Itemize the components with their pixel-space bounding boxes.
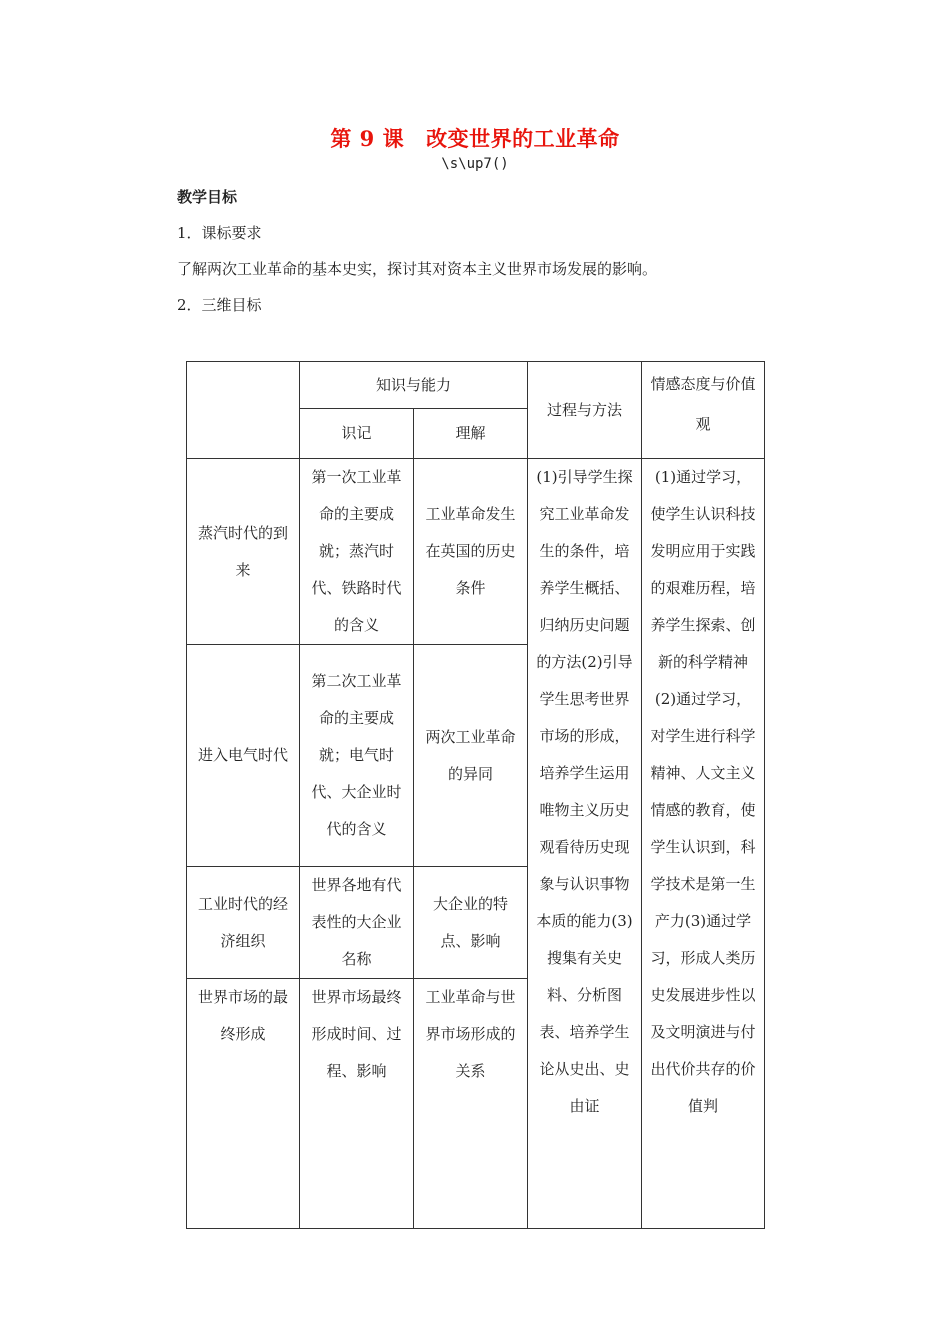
row2-understand: 两次工业革命的异同 <box>414 645 528 867</box>
row3-topic: 工业时代的经济组织 <box>187 867 300 979</box>
header-recall: 识记 <box>300 409 414 459</box>
process-cell: (1)引导学生探究工业革命发生的条件，培养学生概括、归纳历史问题的方法(2)引导学生思考世界市场的形成，培养学生运用唯物主义历史观看待历史现象与认识事物本质的能力(3)搜集有关史料、分析图表、培养学生论从史出、史由证 <box>528 459 642 1229</box>
row2-recall: 第二次工业革命的主要成就；电气时代、大企业时代的含义 <box>300 645 414 867</box>
row4-topic: 世界市场的最终形成 <box>187 979 300 1229</box>
objectives-table <box>186 361 765 1229</box>
field-code: \s\up7() <box>441 156 509 172</box>
row4-recall: 世界市场最终形成时间、过程、影响 <box>300 979 414 1229</box>
item1-text: 了解两次工业革命的基本史实，探讨其对资本主义世界市场发展的影响。 <box>177 260 658 278</box>
lesson-title <box>0 123 950 153</box>
header-understand: 理解 <box>414 409 528 459</box>
item1-heading: 1．课标要求 <box>177 224 262 242</box>
header-knowledge: 知识与能力 <box>300 362 528 409</box>
header-empty-cell <box>187 362 300 459</box>
row1-recall: 第一次工业革命的主要成就；蒸汽时代、铁路时代的含义 <box>300 459 414 645</box>
row3-recall: 世界各地有代表性的大企业名称 <box>300 867 414 979</box>
row3-understand: 大企业的特点、影响 <box>414 867 528 979</box>
section-heading: 教学目标 <box>177 188 238 206</box>
emotion-cell: (1)通过学习，使学生认识科技发明应用于实践的艰难历程，培养学生探索、创新的科学精神(2)通过学习，对学生进行科学精神、人文主义情感的教育，使学生认识到，科学技术是第一生产力(3)通过学习，形成人类历史发展进步性以及文明演进与付出代价共存的价值判 <box>642 459 765 1229</box>
lesson-name: 改变世界的工业革命 <box>426 126 620 151</box>
row2-topic: 进入电气时代 <box>187 645 300 867</box>
item2-heading: 2．三维目标 <box>177 296 262 314</box>
row1-topic: 蒸汽时代的到来 <box>187 459 300 645</box>
lesson-number: 第 9 课 <box>330 126 405 151</box>
row1-understand: 工业革命发生在英国的历史条件 <box>414 459 528 645</box>
row4-understand: 工业革命与世界市场形成的关系 <box>414 979 528 1229</box>
header-emotion: 情感态度与价值观 <box>642 362 765 459</box>
header-process: 过程与方法 <box>528 362 642 459</box>
